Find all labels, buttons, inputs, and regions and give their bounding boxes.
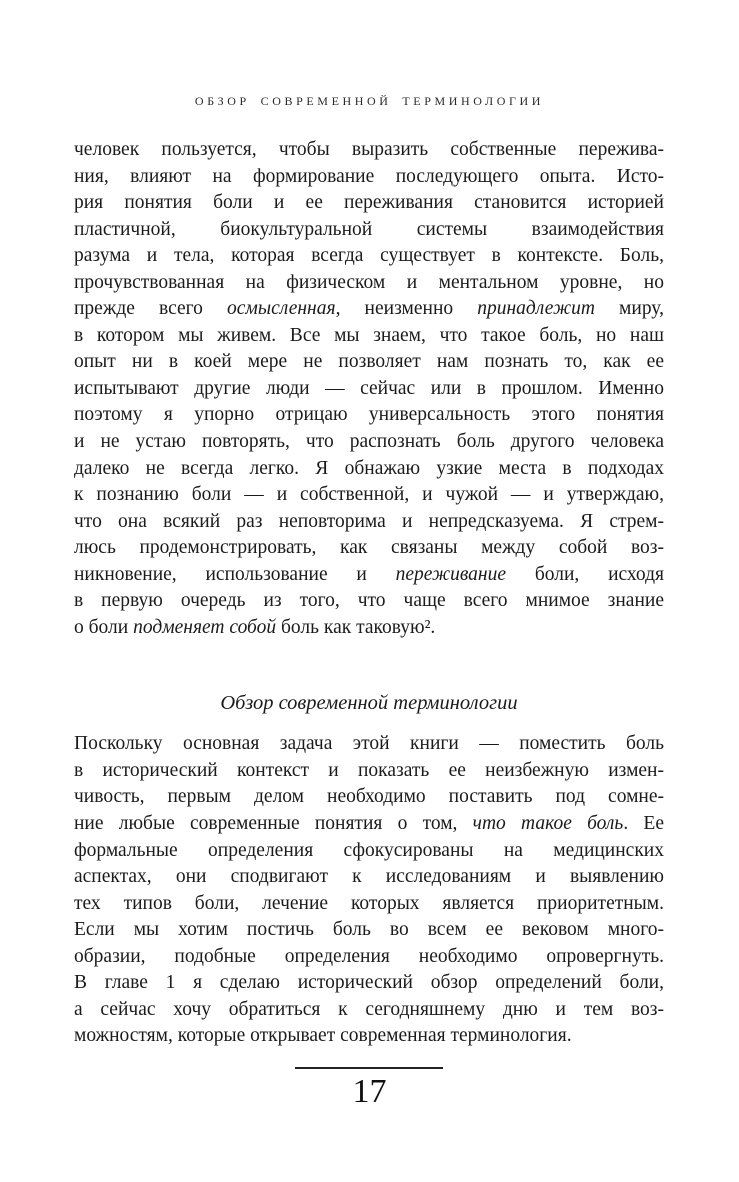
paragraph-continuation [74,137,664,641]
text-line: разума и тела, которая всегда существует в контексте. Боль, [74,245,664,267]
text-line: Поскольку основная задача этой книги — поместить боль [74,733,664,755]
text-line: Если мы хотим постичь боль во всем ее вековом много- [74,919,664,941]
text-line: в котором мы живем. Все мы знаем, что такое боль, но наш [74,324,664,346]
text-line: аспектах, они сподвигают к исследованиям и выявлению [74,866,664,888]
text-line: а сейчас хочу обратиться к сегодняшнему дню и тем воз- [74,998,664,1020]
page-body [74,137,664,1050]
text-line: далеко не всегда легко. Я обнажаю узкие места в подходах [74,457,664,479]
text-line: человек пользуется, чтобы выразить собственные пережива- [74,139,664,160]
text-line: образии, подобные определения необходимо опровергнуть. [74,945,664,967]
text-line: о боли подменяет собой боль как таковую². [74,616,436,638]
text-line: в исторический контекст и показать ее неизбежную измен- [74,759,664,781]
text-line: прежде всего осмысленная, неизменно принадлежит миру, [74,298,664,320]
text-line: тех типов боли, лечение которых является приоритетным. [74,892,664,914]
text-line: испытывают другие люди — сейчас или в прошлом. Именно [74,377,664,399]
section-heading: Обзор современной терминологии [220,692,518,715]
paragraph-body [74,731,664,1050]
text-line: чивость, первым делом необходимо поставить под сомне- [74,786,664,808]
page-number: 17 [352,1073,387,1110]
text-line: в первую очередь из того, что чаще всего мнимое знание [74,590,664,612]
text-line: ния, влияют на формирование последующего опыта. Исто- [74,165,664,187]
text-line: и не устаю повторять, что распознать боль другого человека [74,431,664,453]
text-line: рия понятия боли и ее переживания становится историей [74,192,664,214]
text-line: прочувствованная на физическом и ментальном уровне, но [74,271,664,293]
text-line: В главе 1 я сделаю исторический обзор определений боли, [74,972,664,994]
text-line: никновение, использование и переживание боли, исходя [74,563,664,585]
text-line: формальные определения сфокусированы на медицинских [74,839,664,861]
footer-rule [295,1067,443,1069]
text-line: что она всякий раз неповторима и непредсказуема. Я стрем- [74,510,664,532]
text-line: ние любые современные понятия о том, что такое боль. Ее [74,813,664,835]
text-line: поэтому я упорно отрицаю универсальность этого понятия [74,404,664,426]
text-line: можностям, которые открывает современная терминология. [74,1025,572,1047]
text-line: пластичной, биокультуральной системы взаимодействия [74,218,664,240]
text-line: опыт ни в коей мере не позволяет нам познать то, как ее [74,351,664,373]
running-head: ОБЗОР СОВРЕМЕННОЙ ТЕРМИНОЛОГИИ [194,94,545,108]
text-line: к познанию боли — и собственной, и чужой — и утверждаю, [74,484,664,506]
text-line: люсь продемонстрировать, как связаны между собой воз- [74,537,664,559]
